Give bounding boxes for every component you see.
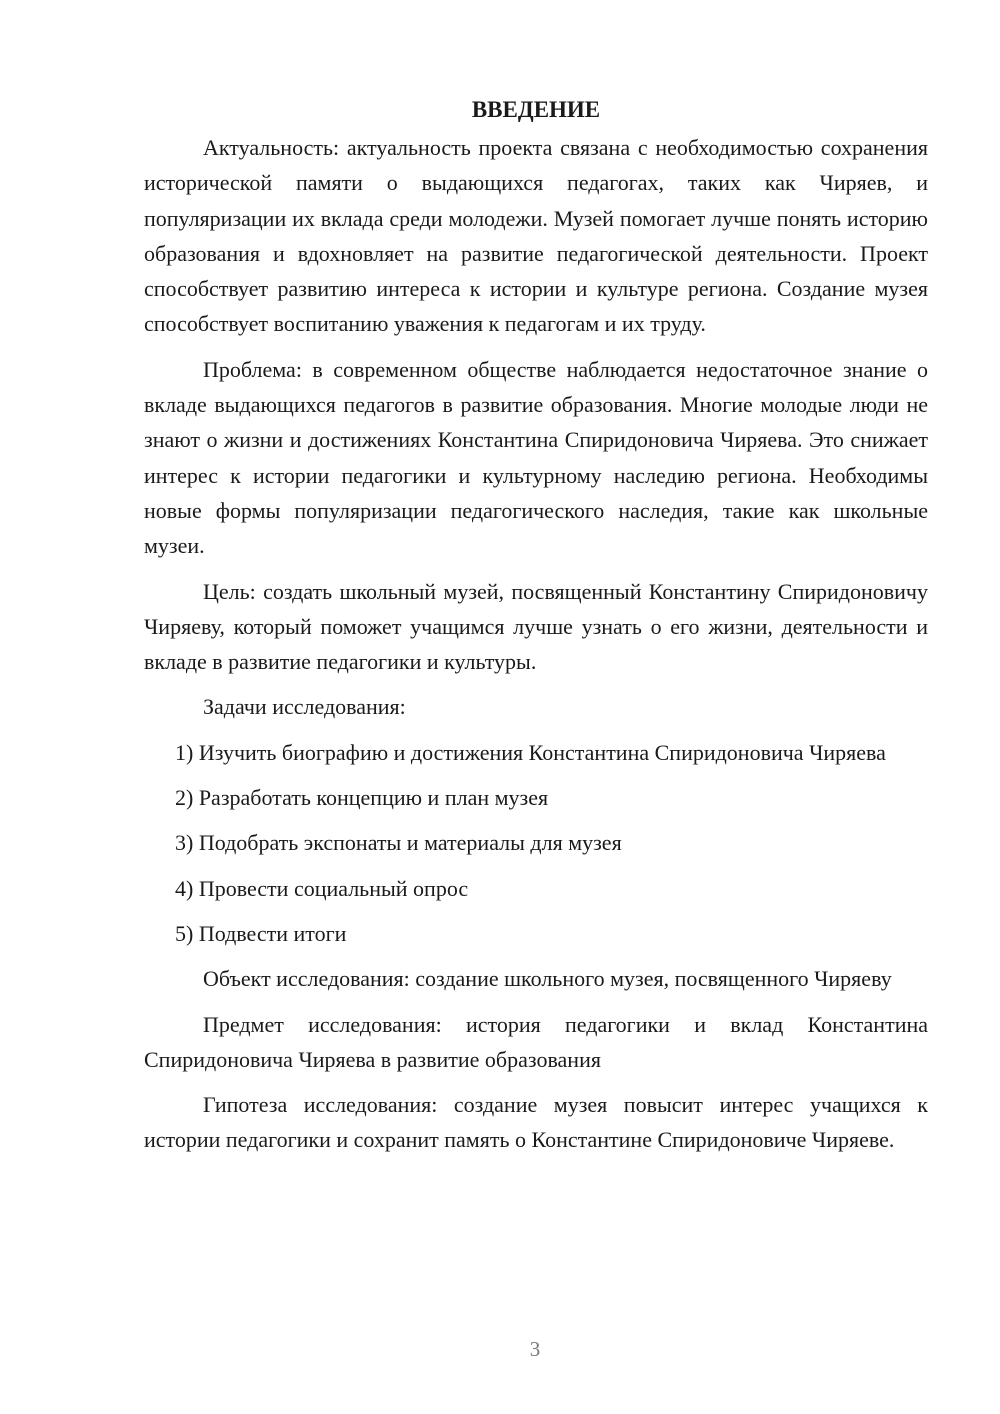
subject-paragraph: Предмет исследования: история педагогики и вклад Константина Спиридоновича Чиряева в развитие образования: [144, 1011, 928, 1072]
task-item: 4) Провести социальный опрос: [175, 875, 469, 901]
task-item: 1) Изучить биографию и достижения Константина Спиридоновича Чиряева: [175, 739, 886, 765]
task-item: 5) Подвести итоги: [175, 920, 347, 946]
object-paragraph: Объект исследования: создание школьного музея, посвященного Чиряеву: [203, 966, 892, 992]
task-item: 2) Разработать концепцию и план музея: [175, 785, 549, 811]
page-number: 3: [529, 1337, 541, 1361]
task-item: 3) Подобрать экспонаты и материалы для музея: [175, 830, 622, 856]
relevance-paragraph: Актуальность: актуальность проекта связана с необходимостью сохранения исторической памяти о выдающихся педагогах, таких как Чиряев, и популяризации их вклада среди молодежи. Музей помогает лучше понять историю образования и вдохновляет на развитие педагогической деятельности. Проект способствует развитию интереса к истории и культуре региона. Создание музея способствует воспитанию уважения к педагогам и их труду.: [144, 135, 928, 337]
document-page: [144, 92, 928, 1168]
hypothesis-paragraph: Гипотеза исследования: создание музея повысит интерес учащихся к истории педагогики и сохранит память о Константине Спиридоновиче Чиряеве.: [144, 1092, 928, 1153]
problem-paragraph: Проблема: в современном обществе наблюдается недостаточное знание о вкладе выдающихся педагогов в развитие образования. Многие молодые люди не знают о жизни и достижениях Константина Спиридоновича Чиряева. Это снижает интерес к истории педагогики и культурному наследию региона. Необходимы новые формы популяризации педагогического наследия, такие как школьные музеи.: [144, 356, 928, 559]
tasks-heading: Задачи исследования:: [203, 694, 406, 720]
goal-paragraph: Цель: создать школьный музей, посвященный Константину Спиридоновичу Чиряеву, который поможет учащимся лучше узнать о его жизни, деятельности и вкладе в развитие педагогики и культуры.: [144, 578, 928, 675]
section-title: ВВЕДЕНИЕ: [471, 97, 601, 122]
